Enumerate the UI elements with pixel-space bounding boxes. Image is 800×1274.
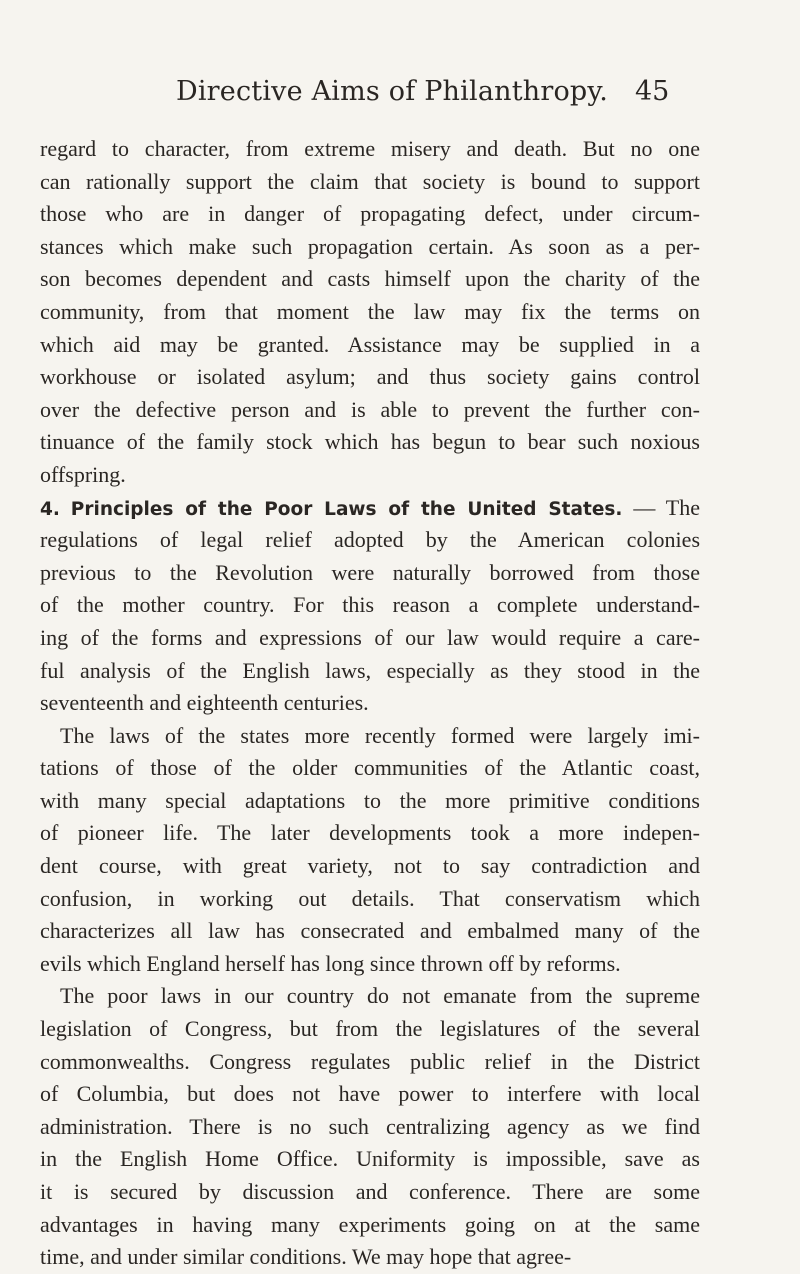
text-line: tations of those of the older communities of the Atlantic coast,: [40, 755, 700, 781]
text-line: which aid may be granted. Assistance may be supplied in a: [40, 331, 700, 357]
text-line: advantages in having many experiments going on at the same: [40, 1211, 700, 1237]
text-line: time, and under similar conditions. We may hope that agree-: [40, 1244, 572, 1270]
text-line: ful analysis of the English laws, especially as they stood in the: [40, 657, 700, 683]
section-number: 4.: [40, 498, 60, 520]
text-line: regulations of legal relief adopted by the American colonies: [40, 527, 700, 553]
text-line: The laws of the states more recently formed were largely imi-: [60, 722, 700, 748]
text-line: tinuance of the family stock which has begun to bear such noxious: [40, 429, 700, 455]
text-line: of the mother country. For this reason a complete understand-: [40, 592, 700, 618]
body-text: [40, 133, 700, 1274]
text-line: regard to character, from extreme misery and death. But no one: [40, 136, 700, 161]
text-line: of Columbia, but does not have power to interfere with local: [40, 1081, 700, 1107]
text-line: dent course, with great variety, not to say contradiction and: [40, 853, 700, 879]
text-line: commonwealths. Congress regulates public relief in the District: [40, 1048, 700, 1074]
text-line: The poor laws in our country do not emanate from the supreme: [60, 983, 700, 1009]
text-line: over the defective person and is able to prevent the further con-: [40, 396, 700, 422]
text-line: workhouse or isolated asylum; and thus society gains control: [40, 364, 700, 390]
section-heading-dash: — The: [633, 494, 701, 520]
text-line: stances which make such propagation certain. As soon as a per-: [40, 233, 700, 259]
running-head: [0, 70, 800, 120]
text-line: previous to the Revolution were naturally borrowed from those: [40, 559, 700, 585]
text-line: son becomes dependent and casts himself upon the charity of the: [40, 266, 700, 292]
text-line: confusion, in working out details. That conservatism which: [40, 885, 700, 911]
text-line: characterizes all law has consecrated and embalmed many of the: [40, 918, 700, 944]
running-title: Directive Aims of Philanthropy.: [176, 76, 609, 107]
text-line: can rationally support the claim that society is bound to support: [40, 168, 700, 194]
text-line: community, from that moment the law may fix the terms on: [40, 298, 700, 324]
text-line: legislation of Congress, but from the legislatures of the several: [40, 1016, 700, 1042]
text-line: administration. There is no such centralizing agency as we find: [40, 1113, 700, 1139]
text-line: it is secured by discussion and conference. There are some: [40, 1179, 700, 1204]
text-line: offspring.: [40, 461, 126, 487]
page-number: 45: [635, 76, 670, 107]
text-line: those who are in danger of propagating defect, under circum-: [40, 201, 700, 227]
section-heading-line: [40, 492, 700, 525]
text-line: evils which England herself has long since thrown off by reforms.: [40, 950, 621, 976]
text-line: ing of the forms and expressions of our law would require a care-: [40, 624, 700, 650]
text-line: in the English Home Office. Uniformity is impossible, save as: [40, 1146, 700, 1172]
text-line: of pioneer life. The later developments took a more indepen-: [40, 820, 700, 846]
text-line: with many special adaptations to the more primitive conditions: [40, 787, 700, 813]
section-heading: Principles of the Poor Laws of the United States.: [70, 498, 623, 520]
text-line: seventeenth and eighteenth centuries.: [40, 690, 369, 716]
